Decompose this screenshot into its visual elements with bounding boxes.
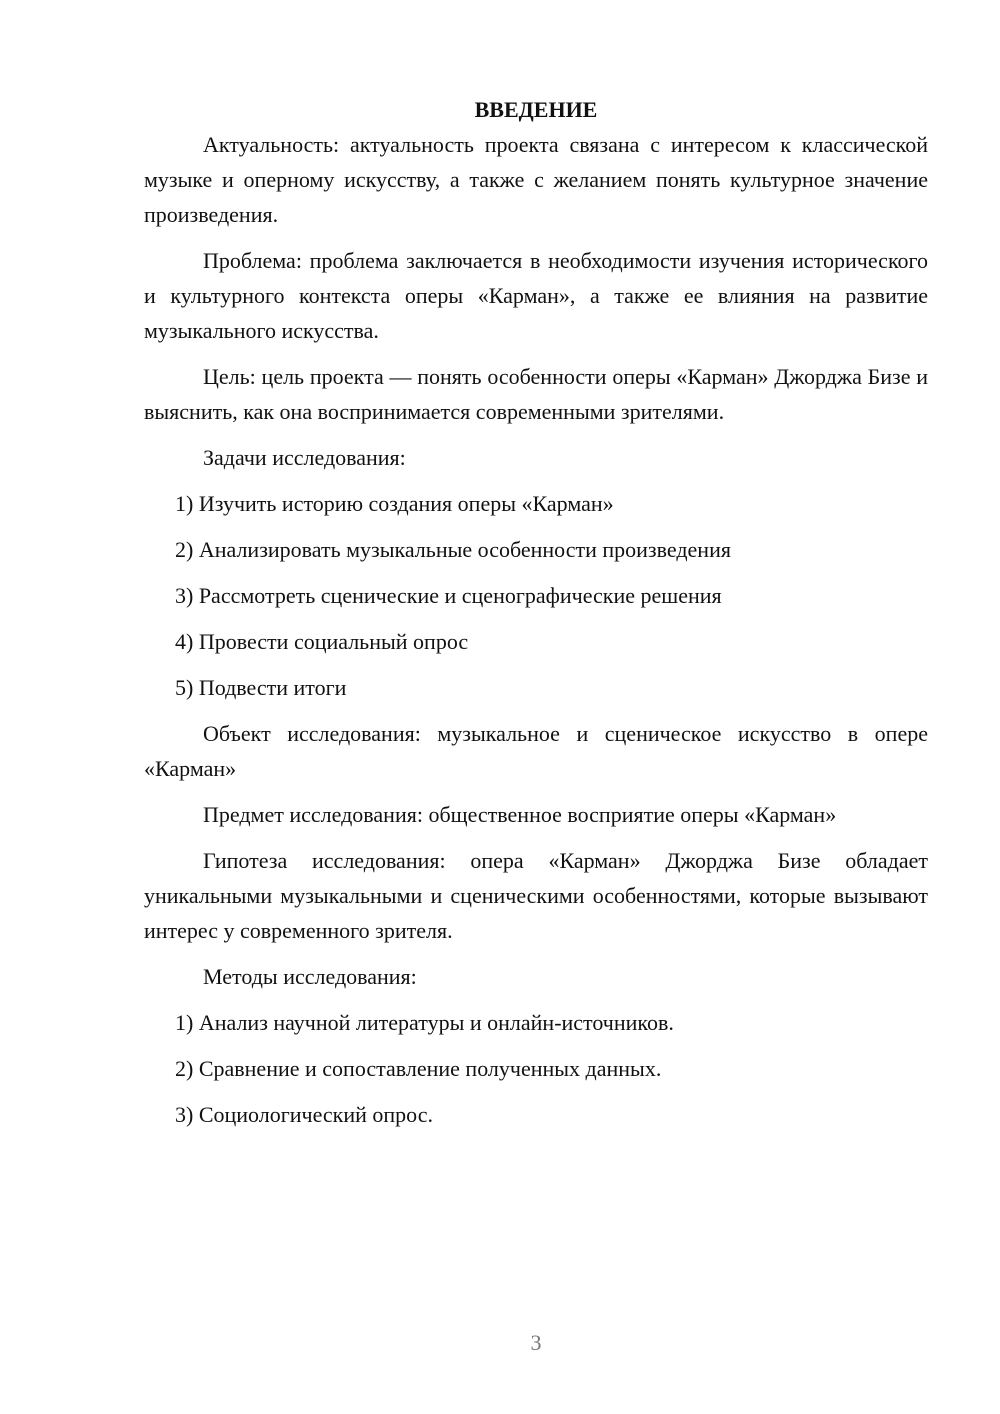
subject-paragraph: Предмет исследования: общественное восприятие оперы «Карман» xyxy=(203,802,837,827)
task-item: 4) Провести социальный опрос xyxy=(175,629,469,654)
task-item: 3) Рассмотреть сценические и сценографические решения xyxy=(175,583,722,608)
problem-paragraph: Проблема: проблема заключается в необходимости изучения исторического и культурного контекста оперы «Карман», а также ее влияния на развитие музыкального искусства. xyxy=(144,248,928,343)
methods-heading: Методы исследования: xyxy=(203,964,417,989)
task-item: 1) Изучить историю создания оперы «Карман» xyxy=(175,491,614,516)
task-item: 5) Подвести итоги xyxy=(175,675,347,700)
document-title: ВВЕДЕНИЕ xyxy=(474,97,598,122)
object-paragraph: Объект исследования: музыкальное и сценическое искусство в опере «Карман» xyxy=(144,721,928,781)
tasks-heading: Задачи исследования: xyxy=(203,445,406,470)
goal-paragraph: Цель: цель проекта — понять особенности оперы «Карман» Джорджа Бизе и выяснить, как она воспринимается современными зрителями. xyxy=(144,364,928,424)
page-number: 3 xyxy=(530,1330,542,1355)
method-item: 2) Сравнение и сопоставление полученных данных. xyxy=(175,1056,662,1081)
relevance-paragraph: Актуальность: актуальность проекта связана с интересом к классической музыке и оперному искусству, а также с желанием понять культурное значение произведения. xyxy=(144,132,928,227)
hypothesis-paragraph: Гипотеза исследования: опера «Карман» Джорджа Бизе обладает уникальными музыкальными и сценическими особенностями, которые вызывают интерес у современного зрителя. xyxy=(144,848,928,943)
method-item: 1) Анализ научной литературы и онлайн-источников. xyxy=(175,1010,674,1035)
task-item: 2) Анализировать музыкальные особенности произведения xyxy=(175,537,731,562)
method-item: 3) Социологический опрос. xyxy=(175,1102,433,1127)
document-body xyxy=(144,92,928,1132)
